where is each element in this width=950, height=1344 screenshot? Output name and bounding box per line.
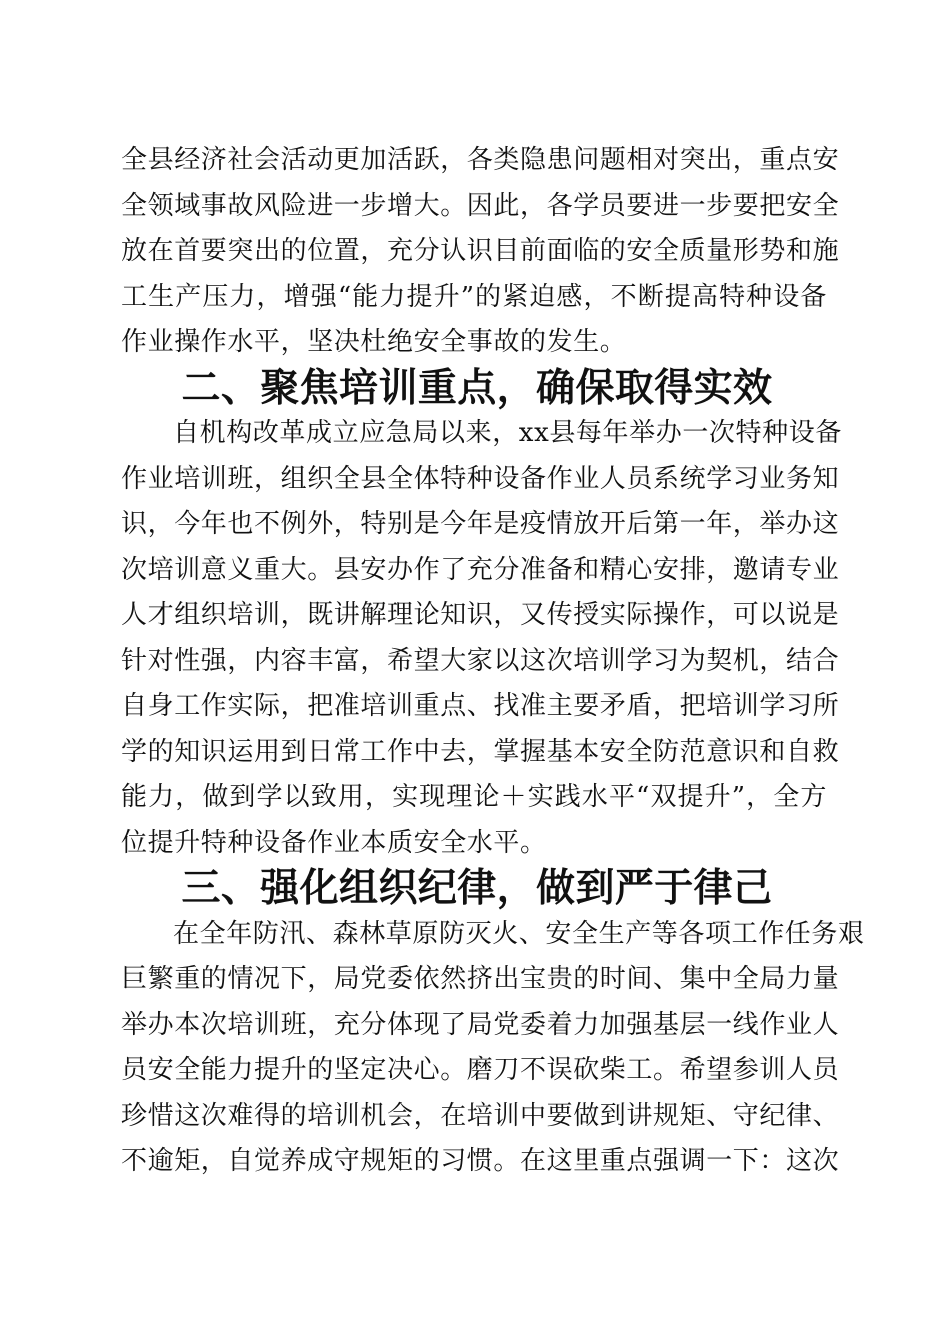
paragraph-discipline — [121, 912, 865, 1185]
paragraph-line: 识，今年也不例外，特别是今年是疫情放开后第一年，举办这 — [121, 509, 840, 539]
paragraph-line: 自身工作实际，把准培训重点、找准主要矛盾，把培训学习所 — [121, 691, 840, 721]
paragraph-economic-risk — [121, 138, 840, 366]
paragraph-line: 次培训意义重大。县安办作了充分准备和精心安排，邀请专业 — [121, 554, 840, 585]
document-body — [121, 138, 865, 1185]
paragraph-line: 珍惜这次难得的培训机会，在培训中要做到讲规矩、守纪律、 — [121, 1100, 840, 1131]
paragraph-line: 放在首要突出的位置，充分认识目前面临的安全质量形势和施 — [121, 236, 840, 266]
section-heading-discipline: 三、强化组织纪律，做到严于律己 — [181, 866, 773, 911]
section-heading-training-focus: 二、聚焦培训重点，确保取得实效 — [181, 365, 773, 411]
paragraph-line: 自机构改革成立应急局以来，xx县每年举办一次特种设备 — [173, 418, 842, 448]
paragraph-line: 全领域事故风险进一步增大。因此，各学员要进一步要把安全 — [121, 190, 840, 221]
paragraph-line: 人才组织培训，既讲解理论知识，又传授实际操作，可以说是 — [121, 600, 840, 630]
paragraph-line: 针对性强，内容丰富，希望大家以这次培训学习为契机，结合 — [121, 645, 840, 676]
paragraph-line: 全县经济社会活动更加活跃，各类隐患问题相对突出，重点安 — [121, 145, 840, 175]
paragraph-line: 作业操作水平，坚决杜绝安全事故的发生。 — [121, 327, 627, 357]
paragraph-line: 巨繁重的情况下，局党委依然挤出宝贵的时间、集中全局力量 — [121, 964, 840, 994]
paragraph-line: 工生产压力，增强“能力提升”的紧迫感，不断提高特种设备 — [121, 281, 827, 312]
paragraph-line: 能力，做到学以致用，实现理论＋实践水平“双提升”，全方 — [121, 782, 827, 812]
paragraph-training-focus — [121, 411, 842, 866]
paragraph-line: 作业培训班，组织全县全体特种设备作业人员系统学习业务知 — [121, 463, 840, 494]
paragraph-line: 位提升特种设备作业本质安全水平。 — [121, 827, 547, 858]
paragraph-line: 在全年防汛、森林草原防灭火、安全生产等各项工作任务艰 — [173, 918, 865, 949]
paragraph-line: 不逾矩，自觉养成守规矩的习惯。在这里重点强调一下：这次 — [121, 1146, 840, 1176]
paragraph-line: 员安全能力提升的坚定决心。磨刀不误砍柴工。希望参训人员 — [121, 1055, 840, 1085]
paragraph-line: 举办本次培训班，充分体现了局党委着力加强基层一线作业人 — [121, 1009, 840, 1040]
paragraph-line: 学的知识运用到日常工作中去，掌握基本安全防范意识和自救 — [121, 736, 840, 767]
